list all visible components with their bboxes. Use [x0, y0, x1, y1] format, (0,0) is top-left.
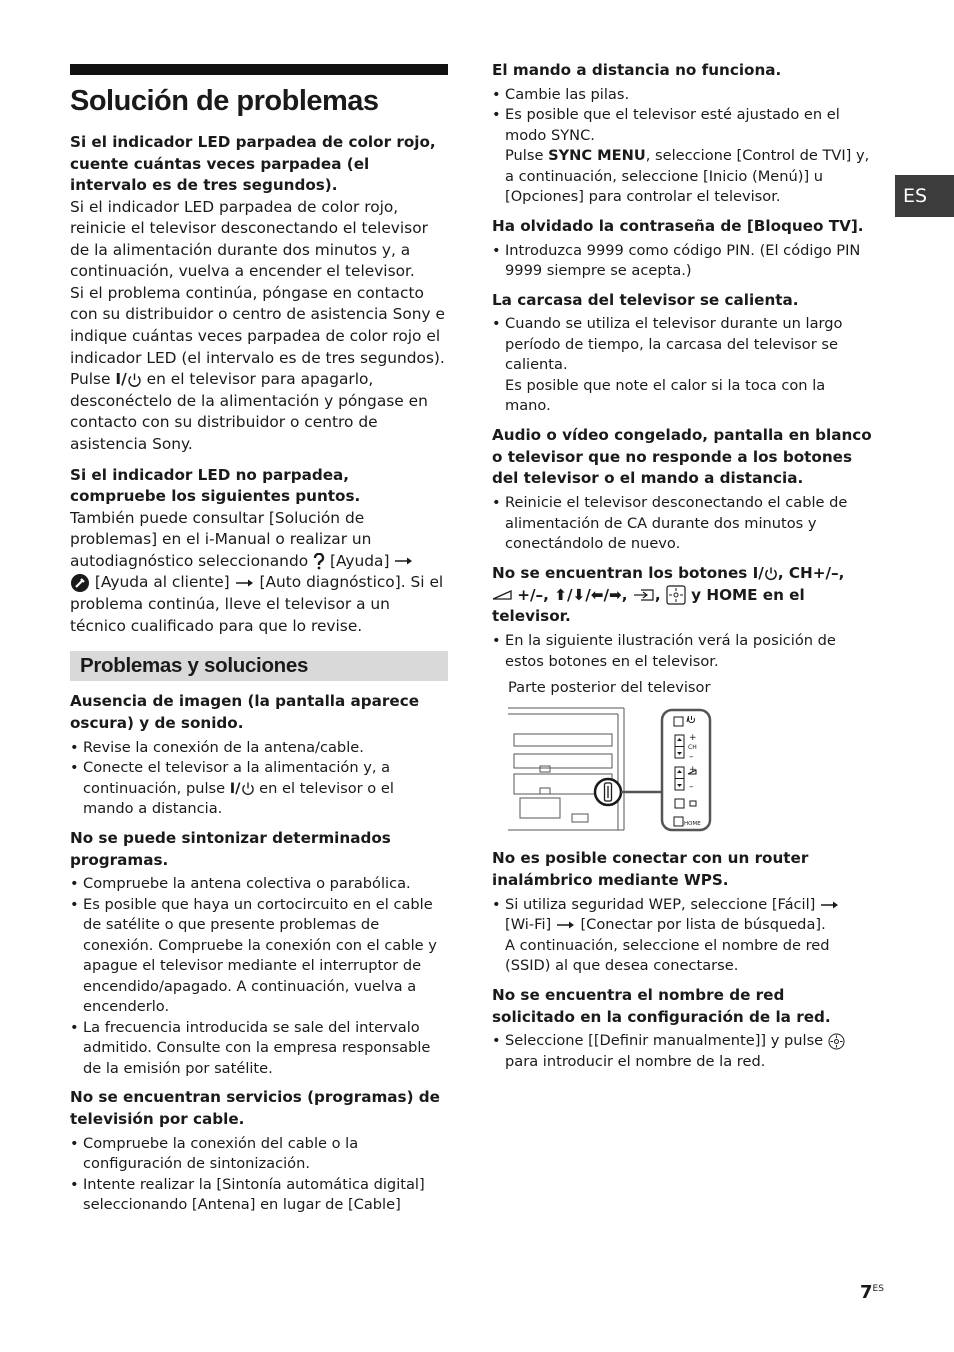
help-icon: [313, 553, 325, 570]
no-picture-list: [70, 738, 448, 820]
list-item: • Es posible que el televisor esté ajustado en el modo SYNC. Pulse SYNC MENU, seleccione [Control de TVI] y, a continuación, seleccione [Inicio (Menú)] u [Opciones] para controlar el televisor.: [492, 105, 872, 208]
list-item: • Conecte el televisor a la alimentación y, a continuación, pulse I/ en el televisor o el mando a distancia.: [70, 758, 448, 820]
led-red-paragraph-3: Pulse I/ en el televisor para apagarlo, desconéctelo de la alimentación y póngase en contacto con su distribuidor o centro de asistencia Sony.: [70, 370, 428, 454]
list-item: • En la siguiente ilustración verá la posición de estos botones en el televisor.: [492, 631, 872, 672]
panel-ch-label: CH: [688, 744, 697, 752]
led-off-paragraph: También puede consultar [Solución de problemas] en el i-Manual o realizar un autodiagnóstico seleccionando [Ayuda] [Ayuda al cliente] [Auto diagnóstico]. Si el problema continúa, lleve el televisor a un técnico cualificado para que lo revise.: [70, 508, 444, 635]
arrow-right-icon: [394, 556, 414, 566]
led-red-paragraph-1: Si el indicador LED parpadea de color rojo, reinicie el televisor desconectando el televisor de la alimentación durante dos minutos y, a continuación, vuelva a encender el televisor.: [70, 197, 428, 281]
list-item: • Compruebe la antena colectiva o parabólica.: [70, 874, 448, 895]
page-number: $7^{ES}$: [860, 1282, 884, 1303]
volume-icon: [492, 590, 512, 600]
page-title: Solución de problemas: [70, 85, 379, 117]
svg-text:+: +: [689, 733, 697, 744]
power-icon: [764, 566, 778, 581]
list-item: • La frecuencia introducida se sale del intervalo admitido. Consulte con la empresa responsable de la emisión por satélite.: [70, 1018, 448, 1080]
led-red-paragraph-2: Si el problema continúa, póngase en contacto con su distribuidor o centro de asistencia Sony e indique cuántas veces parpadea de color rojo el indicador LED (el intervalo es de tres segundos).: [70, 283, 446, 367]
led-red-heading: Si el indicador LED parpadea de color rojo, cuente cuántas veces parpadea (el intervalo es de tres segundos).: [70, 133, 436, 194]
input-icon: [633, 588, 655, 602]
section-heading-problems: Problemas y soluciones: [70, 651, 448, 681]
led-off-heading: Si el indicador LED no parpadea, compruebe los siguientes puntos.: [70, 465, 361, 506]
right-column: [492, 60, 872, 1072]
list-item: • Seleccione [[Definir manualmente]] y pulse para introducir el nombre de la red.: [492, 1031, 872, 1072]
wps-list: [492, 895, 872, 977]
forgot-password-heading: Ha olvidado la contraseña de [Bloqueo TV].: [492, 216, 864, 235]
network-name-heading: No se encuentra el nombre de red solicitado en la configuración de la red.: [492, 985, 831, 1026]
no-cable-services-list: [70, 1134, 448, 1216]
arrow-right-icon: [820, 900, 840, 910]
enter-button-icon: [666, 585, 686, 605]
arrow-right-icon: [556, 920, 576, 930]
case-hot-list: [492, 314, 872, 417]
enter-circle-icon: [828, 1033, 845, 1050]
list-item: • Es posible que haya un cortocircuito en el cable de satélite o que presente problemas de conexión. Compruebe la conexión con el cable y apague el televisor mediante el interruptor de encendido/apagado. A continuación, vuelva a encenderlo.: [70, 895, 448, 1018]
remote-not-working-list: [492, 85, 872, 208]
svg-text:+: +: [689, 765, 697, 776]
illustration-caption: Parte posterior del televisor: [508, 679, 711, 697]
list-item: • Cambie las pilas.: [492, 85, 872, 106]
tv-rear-illustration: [506, 704, 766, 834]
list-item: • Compruebe la conexión del cable o la configuración de sintonización.: [70, 1134, 448, 1175]
list-item: • Reinicie el televisor desconectando el cable de alimentación de CA durante dos minutos y conectándolo de nuevo.: [492, 493, 872, 555]
cannot-tune-heading: No se puede sintonizar determinados programas.: [70, 828, 391, 869]
arrow-right-icon: [235, 578, 255, 588]
list-item: • Revise la conexión de la antena/cable.: [70, 738, 448, 759]
svg-text:–: –: [689, 752, 694, 763]
power-icon: [127, 372, 142, 388]
frozen-list: [492, 493, 872, 555]
list-item: • Cuando se utiliza el televisor durante un largo período de tiempo, la carcasa del televisor se calienta. Es posible que note el calor si la toca con la mano.: [492, 314, 872, 417]
remote-not-working-heading: El mando a distancia no funciona.: [492, 61, 782, 79]
svg-text:–: –: [689, 782, 694, 793]
list-item: • Intente realizar la [Sintonía automática digital] seleccionando [Antena] en lugar de [Cable]: [70, 1175, 448, 1216]
power-icon: [241, 781, 255, 796]
buttons-not-found-heading: No se encuentran los botones I/ , CH+/–, +/–, ⬆/⬇/⬅/➡, , y HOME en el televisor.: [492, 563, 845, 626]
forgot-password-list: [492, 241, 872, 282]
no-cable-services-heading: No se encuentran servicios (programas) de televisión por cable.: [70, 1088, 440, 1129]
title-rule: [70, 64, 448, 75]
buttons-not-found-list: [492, 631, 872, 672]
left-column: [70, 60, 448, 1216]
list-item: • Introduzca 9999 como código PIN. (El código PIN 9999 siempre se acepta.): [492, 241, 872, 282]
wps-heading: No es posible conectar con un router inalámbrico mediante WPS.: [492, 849, 809, 889]
case-hot-heading: La carcasa del televisor se calienta.: [492, 290, 799, 309]
panel-home-label: HOME: [684, 821, 701, 828]
language-tab: ES: [895, 175, 954, 217]
network-name-list: [492, 1031, 872, 1072]
customer-support-icon: [70, 573, 90, 593]
cannot-tune-list: [70, 874, 448, 1079]
frozen-heading: Audio o vídeo congelado, pantalla en blanco o televisor que no responde a los botones del televisor o el mando a distancia.: [492, 425, 872, 488]
no-picture-heading: Ausencia de imagen (la pantalla aparece oscura) y de sonido.: [70, 692, 420, 732]
list-item: • Si utiliza seguridad WEP, seleccione [Fácil] [Wi-Fi] [Conectar por lista de búsqueda]. A continuación, seleccione el nombre de red (SSID) al que desea conectarse.: [492, 895, 872, 977]
